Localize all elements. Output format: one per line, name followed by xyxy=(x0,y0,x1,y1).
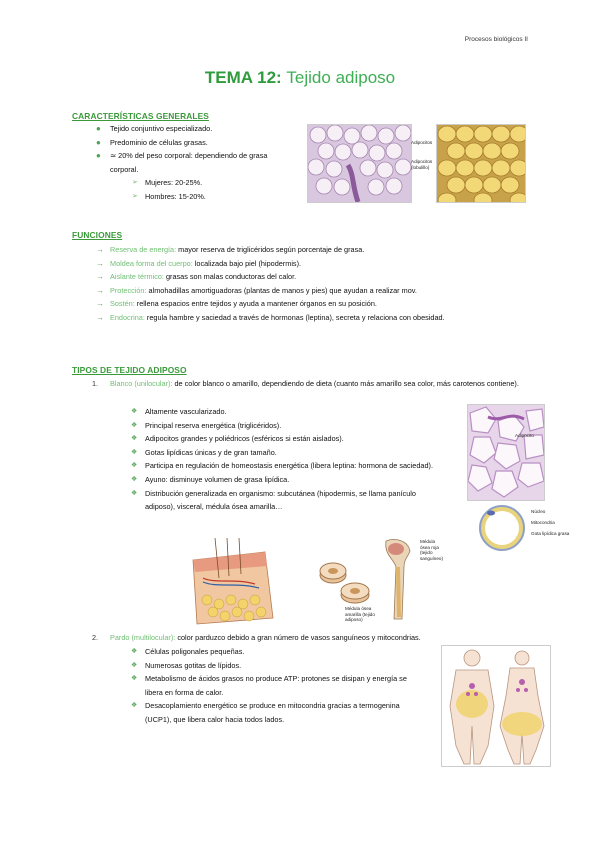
list-item: → Aislante térmico: grasas son malas conductoras del calor. xyxy=(96,272,297,282)
adipocyte-ring-diagram xyxy=(477,503,527,553)
histology-photo xyxy=(307,124,412,203)
tipo-pardo-list xyxy=(131,645,425,727)
funciones-list xyxy=(96,243,510,325)
list-item: ● Tejido conjuntivo especializado. xyxy=(96,124,213,133)
tipo-pardo xyxy=(92,631,530,645)
histo-label: Adipocito xyxy=(515,433,534,438)
ring-label-mitocondria: Mitocondria xyxy=(531,520,555,525)
long-bone-illustration xyxy=(378,537,423,622)
list-item: ● Predominio de células grasas. xyxy=(96,137,208,147)
bone-label-top: Médula ósea roja (tejido sanguíneo) xyxy=(420,539,443,561)
ring-label-nucleo: Núcleo xyxy=(531,509,546,514)
ring-label-gota: Gota lipídica grasa xyxy=(531,531,570,536)
list-item: → Reserva de energía: mayor reserva de triglicéridos según porcentaje de grasa. xyxy=(96,245,365,254)
section-heading-tipos: TIPOS DE TEJIDO ADIPOSO xyxy=(72,365,187,375)
list-item: → Sostén: rellena espacios entre tejidos y ayuda a mantener órganos en su posición. xyxy=(96,299,377,309)
page-title xyxy=(0,68,600,88)
bone-marrow-photo xyxy=(315,549,375,609)
tipo-blanco-desc: 1. Blanco (unilocular): de color blanco o amarillo, dependiendo de dieta (cuanto más amarillo sea color, más carotenos contiene). xyxy=(92,379,519,388)
list-item: → Moldea forma del cuerpo: localizada bajo piel (hipodermis). xyxy=(96,258,302,268)
tipo-blanco-list xyxy=(131,405,457,514)
running-header: Procesos biológicos II xyxy=(464,36,528,43)
list-item: ❖ Metabolismo de ácidos grasos no produce ATP: protones se disipan y energía se libera en forma de calor. xyxy=(131,674,407,697)
list-item: ❖ Distribución generalizada en organismo: subcutánea (hipodermis, se llama panículo adiposo), visceral, médula ósea amarilla… xyxy=(131,488,416,512)
fig1-label-b: Adipocitos (lobulillo) xyxy=(411,159,433,170)
list-item: → Protección: almohadillas amortiguadoras (plantas de manos y pies) que ayudan a realizar mov. xyxy=(96,285,417,295)
adipocyte-drawing xyxy=(436,124,526,203)
section-heading-funciones: FUNCIONES xyxy=(72,230,123,240)
list-item: ❖ Ayuno: disminuye volumen de grasa lipídica. xyxy=(131,474,290,484)
list-item: → Endocrina: regula hambre y saciedad a través de hormonas (leptina), secreta y relaciona con obesidad. xyxy=(96,312,445,322)
section-heading-caracteristicas: CARACTERÍSTICAS GENERALES xyxy=(72,111,209,121)
white-fat-histology xyxy=(467,404,545,501)
list-item: ❖ Adipocitos grandes y poliédricos (esféricos si están aislados). xyxy=(131,434,344,444)
list-item: ❖ Participa en regulación de homeostasis energética (libera leptina: hormona de saciedad). xyxy=(131,461,433,471)
list-item: ❖ Gotas lipídicas únicas y de gran tamaño. xyxy=(131,447,277,457)
list-item: ❖ Células poligonales pequeñas. xyxy=(131,647,245,656)
list-subitem: ➢ Hombres: 15-20%. xyxy=(132,191,206,201)
list-item: ● ≃ 20% del peso corporal: dependiendo de grasa corporal. xyxy=(96,151,268,174)
list-item: ❖ Numerosas gotitas de lípidos. xyxy=(131,660,242,670)
caracteristicas-list xyxy=(96,122,290,204)
list-item: ❖ Principal reserva energética (triglicéridos). xyxy=(131,420,282,430)
body-fat-distribution-figure xyxy=(441,645,551,767)
list-item: ❖ Altamente vascularizado. xyxy=(131,407,227,416)
fig1-label-a: Adipocitos xyxy=(411,140,433,145)
title-subject: Tejido adiposo xyxy=(286,68,396,87)
skin-layers-illustration xyxy=(155,538,290,626)
list-subitem: ➢ Mujeres: 20-25%. xyxy=(132,178,203,188)
title-tema: TEMA 12: xyxy=(204,68,282,87)
tipo-pardo-desc: 2. Pardo (multilocular): color parduzco debido a gran número de vasos sanguíneos y mitocondrias. xyxy=(92,633,421,642)
list-item: ❖ Desacoplamiento energético se produce en mitocondria gracias a termogenina (UCP1), que libera calor hacia todos lados. xyxy=(131,701,400,724)
tipo-blanco xyxy=(92,377,530,391)
bone-label-bottom: Médula ósea amarilla (tejido adiposo) xyxy=(345,606,375,622)
